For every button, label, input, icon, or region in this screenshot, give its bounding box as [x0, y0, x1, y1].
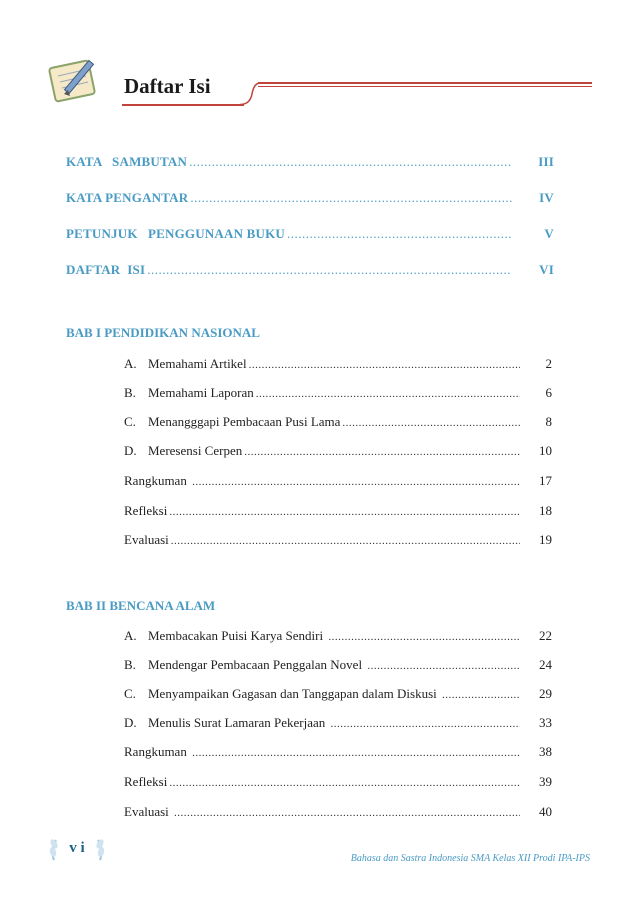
title-rule-left: [122, 104, 244, 106]
toc-front-entry[interactable]: DAFTAR ISI ..... VI: [66, 262, 554, 280]
toc-front-entry[interactable]: KATA PENGANTAR ..... IV: [66, 190, 554, 208]
toc-entry[interactable]: Evaluasi ..... 19: [124, 532, 552, 550]
toc-entry[interactable]: Rangkuman ..... 38: [124, 744, 552, 762]
toc-entry[interactable]: D. Meresensi Cerpen ..... 10: [124, 443, 552, 461]
toc-entry[interactable]: B. Memahami Laporan ..... 6: [124, 385, 552, 403]
chapter-title[interactable]: BAB II BENCANA ALAM: [66, 598, 216, 613]
toc-entry[interactable]: Evaluasi ..... 40: [124, 804, 552, 822]
title-rule-right-thin: [258, 86, 592, 87]
toc-entry[interactable]: Rangkuman ..... 17: [124, 473, 552, 491]
toc-entry[interactable]: C. Menyampaikan Gagasan dan Tanggapan dalam Diskusi ..... 29: [124, 686, 552, 704]
toc-entry[interactable]: Refleksi ..... 18: [124, 503, 552, 521]
page-number: v i: [69, 840, 85, 856]
toc-front-entry[interactable]: KATA SAMBUTAN ..... III: [66, 154, 554, 172]
title-rule-curve: [240, 82, 260, 106]
toc-entry[interactable]: Refleksi ..... 39: [124, 774, 552, 792]
toc-front-entry[interactable]: PETUNJUK PENGGUNAAN BUKU ..... V: [66, 226, 554, 244]
chapter-title[interactable]: BAB I PENDIDIKAN NASIONAL: [66, 325, 260, 340]
page-number-badge: [48, 832, 106, 868]
book-title: Bahasa dan Sastra Indonesia SMA Kelas XII Prodi IPA-IPS: [350, 853, 590, 864]
page-title: Daftar Isi: [124, 74, 211, 98]
title-rule-right: [258, 82, 592, 84]
toc-entry[interactable]: B. Mendengar Pembacaan Penggalan Novel ..... 24: [124, 657, 552, 675]
toc-entry[interactable]: A. Memahami Artikel ..... 2: [124, 356, 552, 374]
toc-entry[interactable]: A. Membacakan Puisi Karya Sendiri ..... 22: [124, 628, 552, 646]
toc-entry[interactable]: C. Menangggapi Pembacaan Pusi Lama ..... 8: [124, 414, 552, 432]
toc-entry[interactable]: D. Menulis Surat Lamaran Pekerjaan ..... 33: [124, 715, 552, 733]
notebook-pencil-icon: [48, 54, 108, 106]
